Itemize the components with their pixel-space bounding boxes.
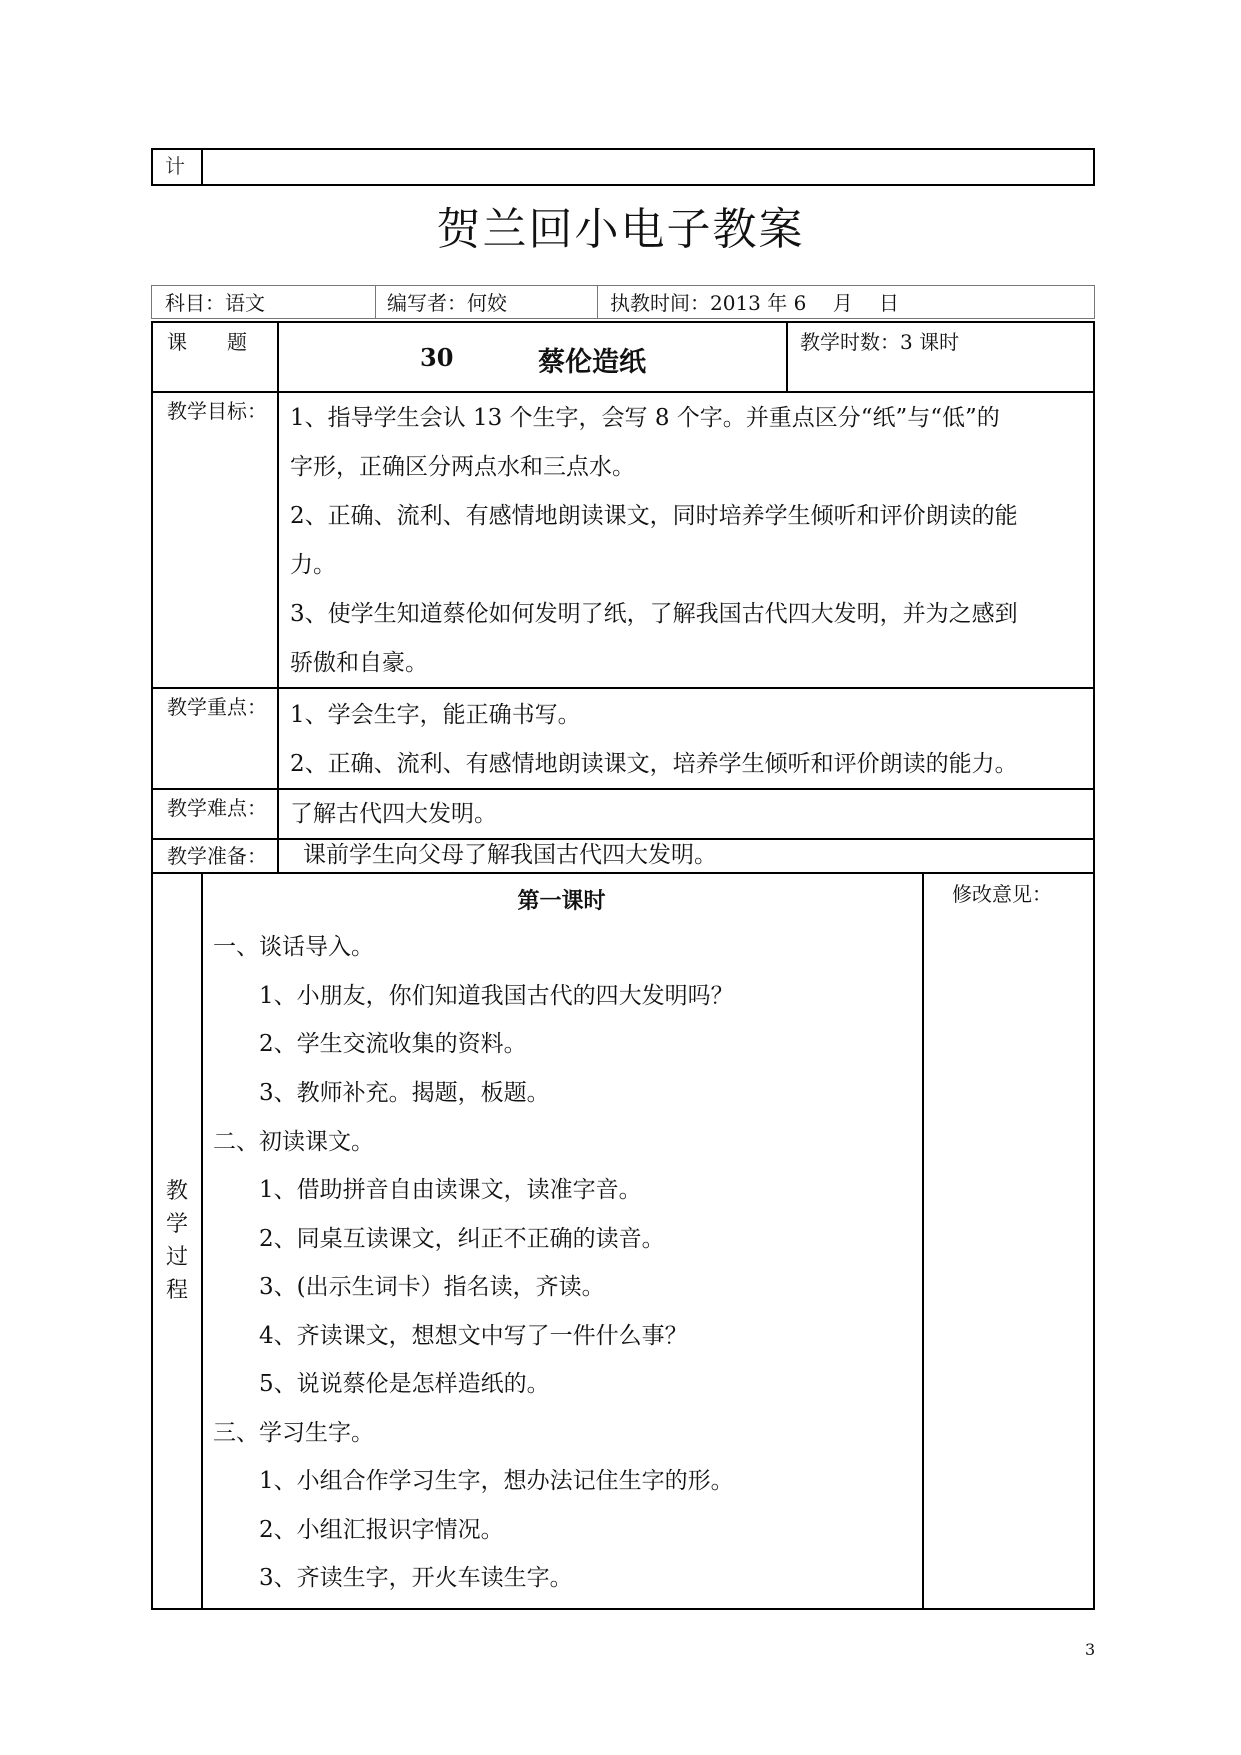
process-line: 3、教师补充。揭题，板题。: [213, 1080, 550, 1106]
process-line: 一、谈话导入。: [213, 934, 374, 960]
goals-label: 教学目标：: [167, 399, 267, 423]
top-row-divider: [201, 148, 203, 186]
difficulty-text: 了解古代四大发明。: [290, 801, 497, 827]
process-label-char-4: 程: [165, 1278, 188, 1303]
key-points-line-2: 2、正确、流利、有感情地朗读课文，培养学生倾听和评价朗读的能力。: [290, 751, 1018, 777]
preparation-text: 课前学生向父母了解我国古代四大发明。: [303, 842, 717, 868]
hours-col-sep: [786, 321, 788, 391]
key-points-label: 教学重点：: [167, 695, 267, 719]
info-author: 编写者：何姣: [387, 291, 507, 315]
process-line: 1、小组合作学习生字，想办法记住生字的形。: [213, 1468, 734, 1494]
process-label-char-3: 过: [165, 1245, 188, 1270]
goals-line-5: 3、使学生知道蔡伦如何发明了纸，了解我国古代四大发明，并为之感到: [290, 601, 1018, 627]
goals-line-6: 骄傲和自豪。: [290, 650, 428, 676]
row-sep-2: [151, 687, 1095, 689]
page-number: 3: [1085, 1640, 1096, 1659]
process-line: 4、齐读课文，想想文中写了一件什么事？: [213, 1323, 688, 1349]
info-time: 执教时间：2013 年 6 月 日: [610, 291, 900, 315]
goals-line-3: 2、正确、流利、有感情地朗读课文，同时培养学生倾听和评价朗读的能: [290, 503, 1018, 529]
row-sep-1: [151, 391, 1095, 393]
info-divider-2: [597, 285, 598, 319]
goals-line-1: 1、指导学生会认 13 个生字，会写 8 个字。并重点区分“纸”与“低”的: [290, 405, 1000, 431]
goals-line-4: 力。: [290, 552, 336, 578]
info-subject: 科目：语文: [165, 291, 265, 315]
process-line: 1、小朋友，你们知道我国古代的四大发明吗？: [213, 983, 734, 1009]
period-title: 第一课时: [517, 889, 606, 914]
key-points-line-1: 1、学会生字，能正确书写。: [290, 702, 581, 728]
goals-line-2: 字形，正确区分两点水和三点水。: [290, 454, 635, 480]
lesson-name: 蔡伦造纸: [538, 347, 646, 378]
process-line: 2、小组汇报识字情况。: [213, 1517, 504, 1543]
process-col-sep-left: [201, 872, 203, 1610]
difficulty-label: 教学难点：: [167, 796, 267, 820]
process-line: 二、初读课文。: [213, 1129, 374, 1155]
process-col-sep-right: [922, 872, 924, 1610]
process-line: 三、学习生字。: [213, 1420, 374, 1446]
process-line: 3、(出示生词卡）指名读，齐读。: [213, 1274, 605, 1300]
process-line: 2、同桌互读课文，纠正不正确的读音。: [213, 1226, 665, 1252]
notes-label: 修改意见：: [952, 882, 1052, 906]
process-label-char-2: 学: [165, 1212, 188, 1237]
process-line: 5、说说蔡伦是怎样造纸的。: [213, 1371, 550, 1397]
lesson-label: 课 题: [167, 330, 247, 354]
process-label-char-1: 教: [165, 1179, 188, 1204]
info-divider-1: [375, 285, 376, 319]
top-row: [151, 148, 1095, 186]
lesson-hours: 教学时数：3 课时: [800, 330, 960, 354]
lesson-number: 30: [420, 343, 454, 372]
top-row-label: 计: [165, 154, 185, 178]
label-col-sep: [277, 321, 279, 872]
process-line: 1、借助拼音自由读课文，读准字音。: [213, 1177, 642, 1203]
process-line: 3、齐读生字，开火车读生字。: [213, 1565, 573, 1591]
process-line: 2、学生交流收集的资料。: [213, 1031, 527, 1057]
preparation-label: 教学准备：: [167, 844, 267, 868]
page-title: 贺兰回小电子教案: [436, 204, 805, 255]
